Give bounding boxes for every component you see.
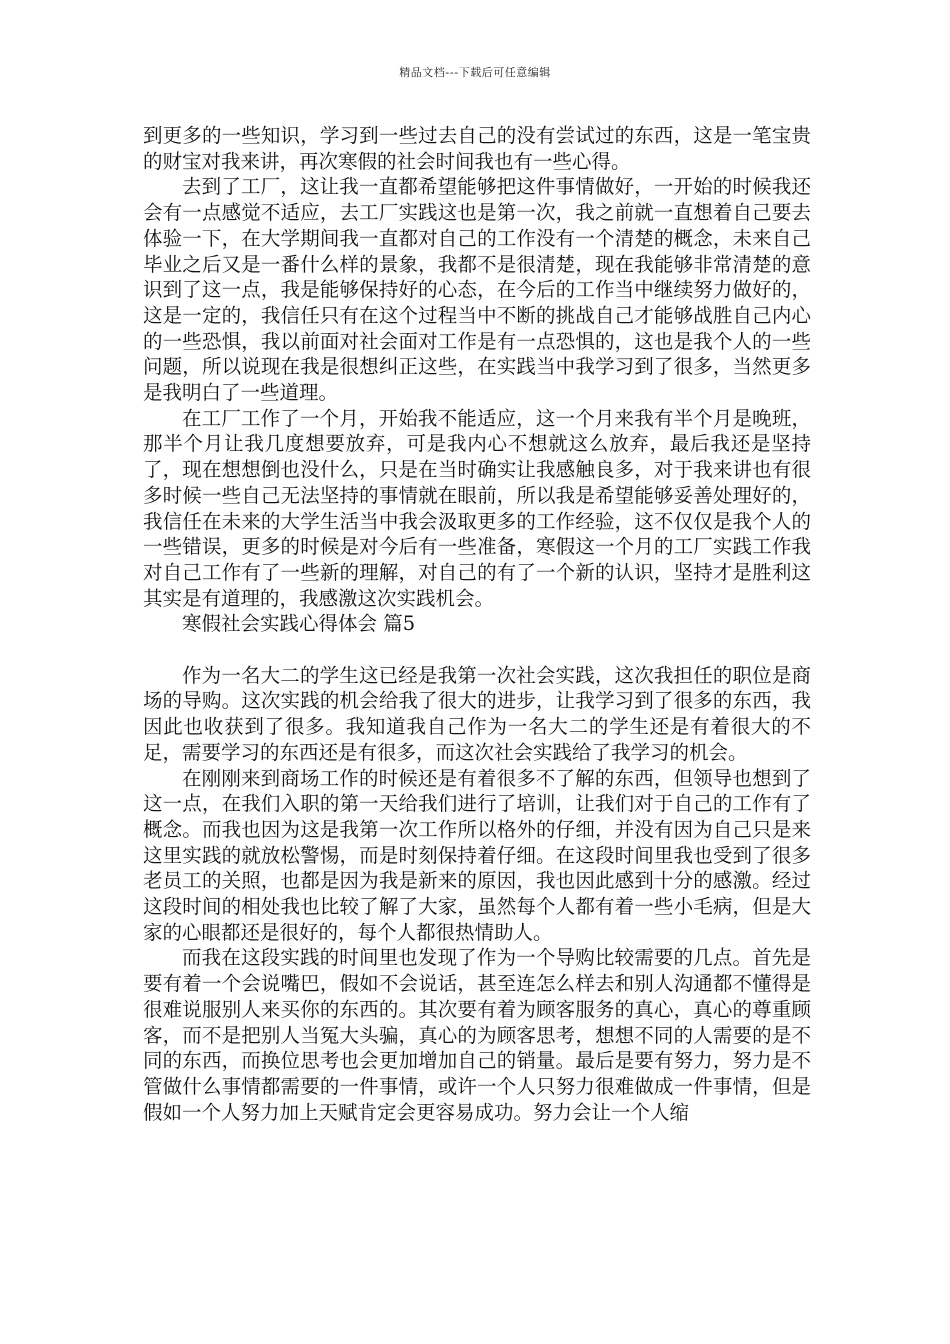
paragraph: 作为一名大二的学生这已经是我第一次社会实践，这次我担任的职位是商场的导购。这次实践的机会给我了很大的进步，让我学习到了很多的东西，我因此也收获到了很多。我知道我自己作为一名大二的学生还是有着很大的不足，需要学习的东西还是有很多，而这次社会实践给了我学习的机会。	[143, 663, 811, 764]
section-heading: 寒假社会实践心得体会 篇5	[182, 612, 416, 636]
paragraph: 在工厂工作了一个月，开始我不能适应，这一个月来我有半个月是晚班，那半个月让我几度想要放弃，可是我内心不想就这么放弃，最后我还是坚持了，现在想想倒也没什么，只是在当时确实让我感触良多，对于我来讲也有很多时候一些自己无法坚持的事情就在眼前，所以我是希望能够妥善处理好的，我信任在未来的大学生活当中我会汲取更多的工作经验，这不仅仅是我个人的一些错误，更多的时候是对今后有一些准备，寒假这一个月的工厂实践工作我对自己工作有了一些新的理解，对自己的有了一个新的认识，坚持才是胜利这其实是有道理的，我感激这次实践机会。	[143, 406, 811, 610]
paragraph-continued: 到更多的一些知识，学习到一些过去自己的没有尝试过的东西，这是一笔宝贵的财宝对我来讲，再次寒假的社会时间我也有一些心得。	[143, 124, 811, 173]
blank-line	[143, 637, 811, 663]
paragraph: 去到了工厂，这让我一直都希望能够把这件事情做好，一开始的时候我还会有一点感觉不适应，去工厂实践这也是第一次，我之前就一直想着自己要去体验一下，在大学期间我一直都对自己的工作没有一个清楚的概念，未来自己毕业之后又是一番什么样的景象，我都不是很清楚，现在我能够非常清楚的意识到了这一点，我是能够保持好的心态，在今后的工作当中继续努力做好的，这是一定的，我信任只有在这个过程当中不断的挑战自己才能够战胜自己内心的一些恐惧，我以前面对社会面对工作是有一点恐惧的，这也是我个人的一些问题，所以说现在我是很想纠正这些，在实践当中我学习到了很多，当然更多是我明白了一些道理。	[143, 175, 811, 405]
document-body	[143, 123, 811, 1125]
paragraph: 在刚刚来到商场工作的时候还是有着很多不了解的东西，但领导也想到了这一点，在我们入职的第一天给我们进行了培训，让我们对于自己的工作有了概念。而我也因为这是我第一次工作所以格外的仔细，并没有因为自己只是来这里实践的就放松警惕，而是时刻保持着仔细。在这段时间里我也受到了很多老员工的关照，也都是因为我是新来的原因，我也因此感到十分的感激。经过这段时间的相处我也比较了解了大家，虽然每个人都有着一些小毛病，但是大家的心眼都还是很好的，每个人都很热情助人。	[143, 766, 811, 944]
page-header: 精品文档---下载后可任意编辑	[399, 66, 551, 79]
paragraph: 而我在这段实践的时间里也发现了作为一个导购比较需要的几点。首先是要有着一个会说嘴巴，假如不会说话，甚至连怎么样去和别人沟通都不懂得是很难说服别人来买你的东西的。其次要有着为顾客服务的真心，真心的尊重顾客，而不是把别人当冤大头骗，真心的为顾客思考，想想不同的人需要的是不同的东西，而换位思考也会更加增加自己的销量。最后是要有努力，努力是不管做什么事情都需要的一件事情，或许一个人只努力很难做成一件事情，但是假如一个人努力加上天赋肯定会更容易成功。努力会让一个人缩	[143, 946, 811, 1124]
